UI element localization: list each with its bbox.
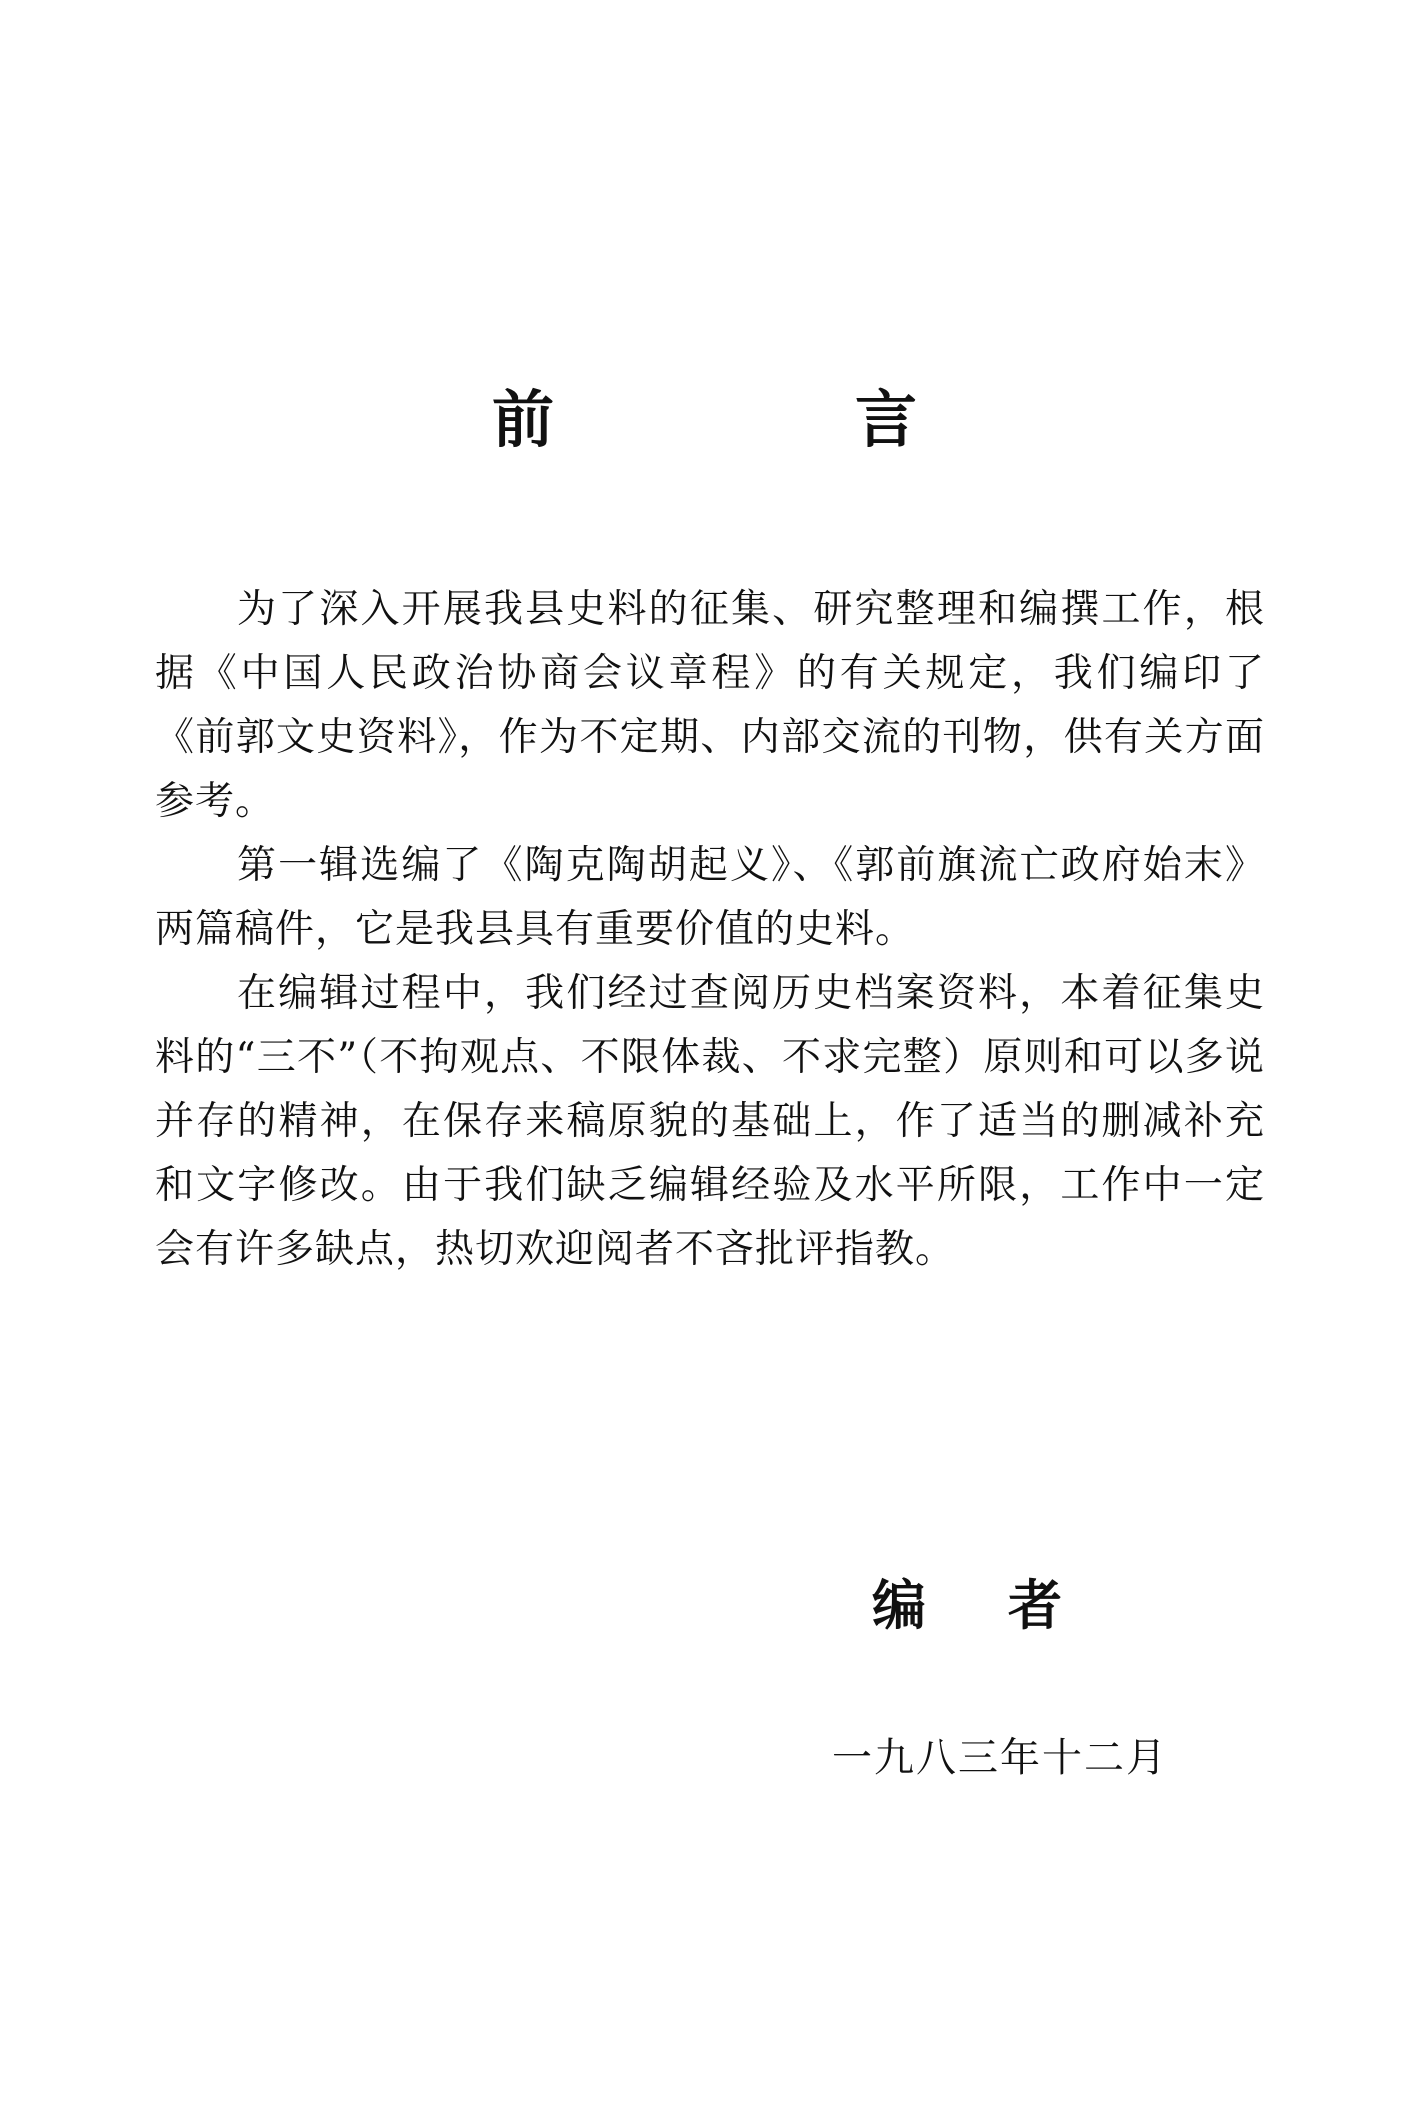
editor-signature bbox=[0, 1565, 1413, 1645]
date-line: 一九八三年十二月 bbox=[832, 1735, 1168, 1781]
paragraph-1: 为了深入开展我县史料的征集、研究整理和编撰工作，根据《中国人民政治协商会议章程》的有关规定，我们编印了《前郭文史资料》，作为不定期、内部交流的刊物，供有关方面参考。 bbox=[155, 587, 1265, 824]
preface-body bbox=[155, 578, 1265, 1282]
paragraph-2: 第一辑选编了《陶克陶胡起义》、《郭前旗流亡政府始末》两篇稿件，它是我县具有重要价值的史料。 bbox=[155, 843, 1265, 952]
title-char-1: 前 bbox=[492, 383, 555, 456]
title-char-2: 言 bbox=[855, 383, 918, 456]
signature-char-2: 者 bbox=[1008, 1573, 1062, 1637]
paragraph-3: 在编辑过程中，我们经过查阅历史档案资料，本着征集史料的“三不”（不拘观点、不限体裁、不求完整）原则和可以多说并存的精神，在保存来稿原貌的基础上，作了适当的删减补充和文字修改。由于我们缺乏编辑经验及水平所限，工作中一定会有许多缺点，热切欢迎阅者不吝批评指教。 bbox=[155, 971, 1265, 1272]
signature-char-1: 编 bbox=[872, 1573, 926, 1637]
page-title bbox=[0, 375, 1413, 465]
